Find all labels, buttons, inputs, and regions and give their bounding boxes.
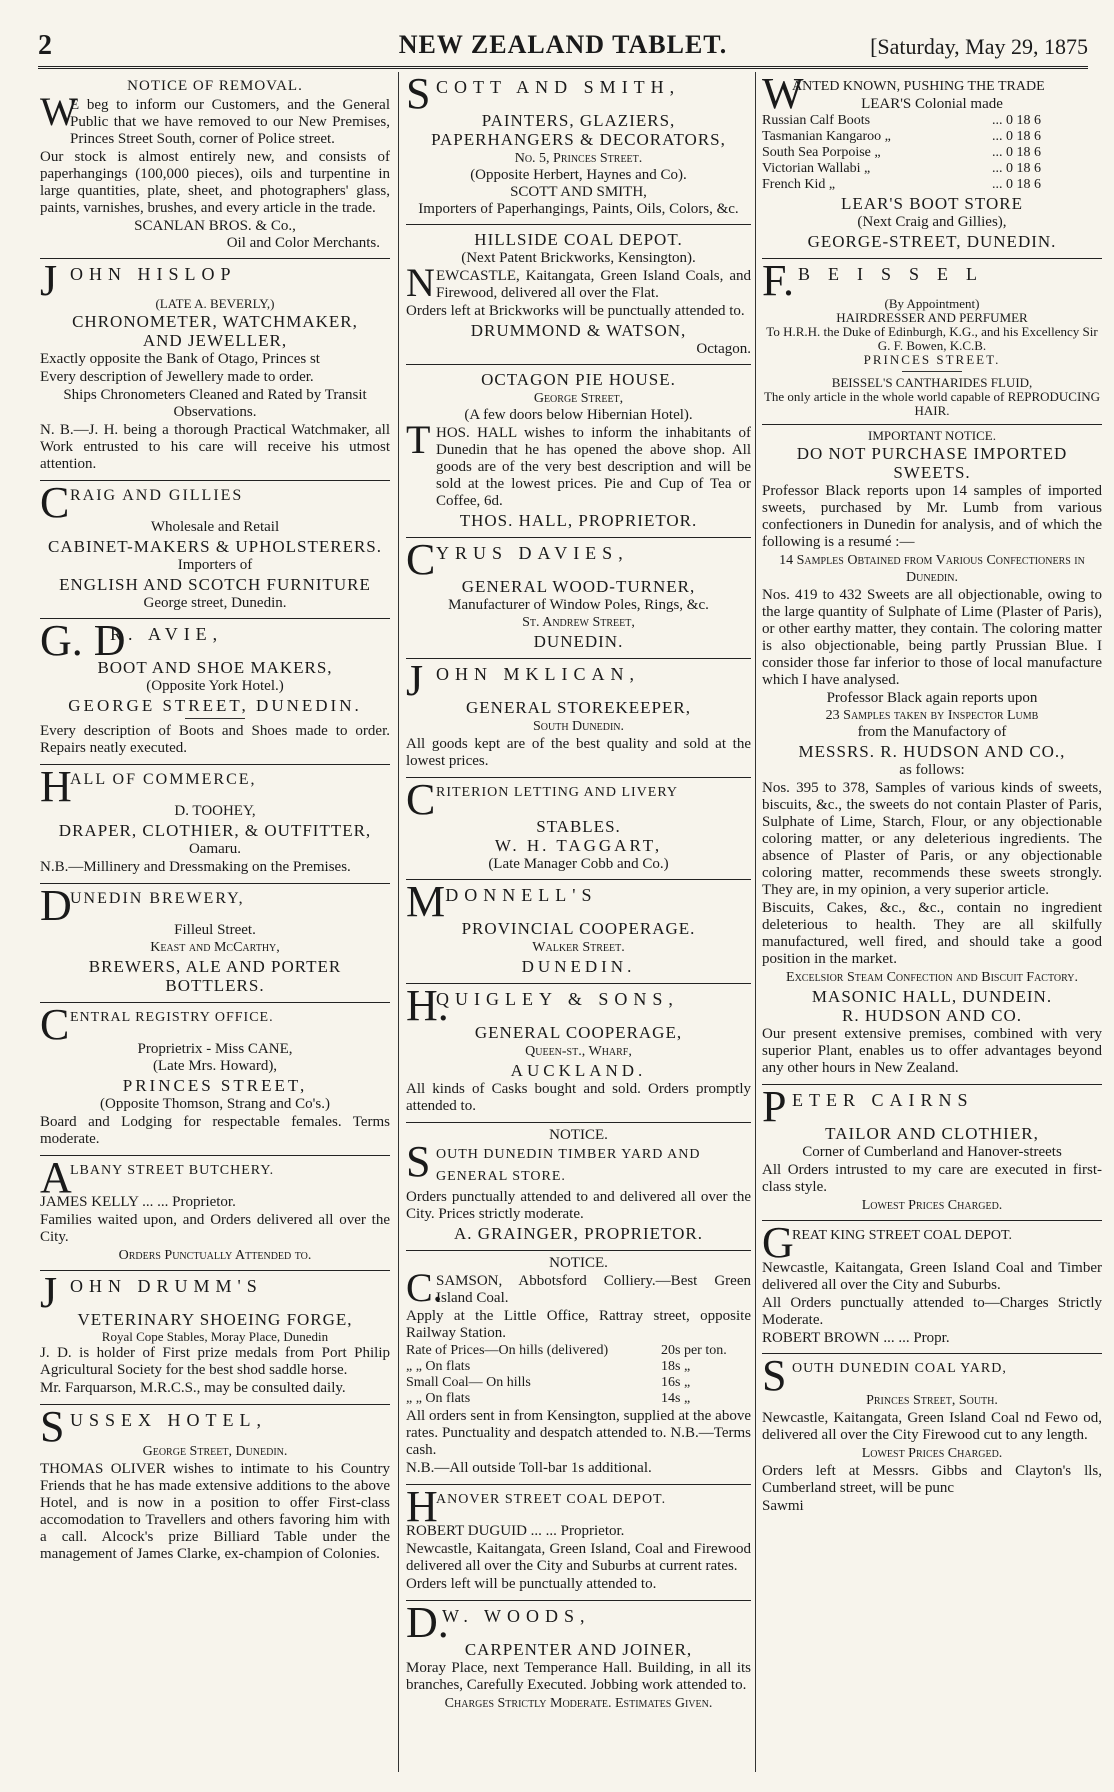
- ad-line: (Opposite Thomson, Strang and Co's.): [100, 1096, 330, 1112]
- ad-craig-and-gillies: [40, 478, 390, 619]
- ad-text: THOMAS OLIVER wishes to intimate to his Country Friends that he has made extensive additions to the above Hotel, and is now in a position to offer First-class accomodation to Travellers and others favoring him with a call. Alcock's prize Billiard Table under the management of James Clarke, ex-champion of Colonies.: [40, 1461, 390, 1562]
- price-row: Russian Calf Boots ... 0 18 6: [762, 113, 1041, 128]
- ad-d-w-woods: [406, 1598, 751, 1718]
- ad-john-drumm: [40, 1268, 390, 1405]
- ad-heading: ANOVER STREET COAL DEPOT.: [436, 1492, 667, 1507]
- ad-line: DRAPER, CLOTHIER, & OUTFITTER,: [58, 821, 372, 840]
- ad-f-beissel: [762, 256, 1102, 425]
- ad-line: 14 Samples Obtained from Various Confectioners in Dunedin.: [779, 553, 1085, 585]
- ad-line: Octagon.: [696, 341, 751, 357]
- ad-title: NOTICE.: [549, 1127, 608, 1143]
- ad-line: BREWERS, ALE AND PORTER: [88, 957, 342, 976]
- ad-line: ROBERT DUGUID ... ... Proprietor.: [406, 1523, 625, 1539]
- ad-john-mklican: [406, 656, 751, 778]
- ad-line: PRINCES STREET,: [122, 1076, 308, 1095]
- ad-text: Orders left will be punctually attended to.: [406, 1576, 657, 1592]
- ad-line: MASONIC HALL, DUNDEIN.: [811, 987, 1053, 1006]
- ad-line: LEAR'S BOOT STORE: [841, 194, 1023, 213]
- column-3: [762, 72, 1102, 1782]
- ad-line: BEISSEL'S CANTHARIDES FLUID,: [831, 375, 1033, 390]
- ad-heading: W. WOODS,: [442, 1606, 591, 1626]
- ad-line: W. H. TAGGART,: [494, 836, 663, 855]
- ad-line: PAINTERS, GLAZIERS,: [481, 111, 676, 130]
- ad-text: EWCASTLE, Kaitangata, Green Island Coals, and Firewood, delivered all over the Flat.: [436, 268, 751, 301]
- rate-row: „ „ On flats 18s „: [406, 1359, 691, 1374]
- ad-text: Families waited upon, and Orders delivered all over the City.: [40, 1212, 390, 1245]
- issue-date: [Saturday, May 29, 1875: [870, 34, 1088, 59]
- ad-text: N.B.—All outside Toll-bar 1s additional.: [406, 1460, 652, 1476]
- ad-text: HOS. HALL wishes to inform the inhabitants of Dunedin that he has opened the above shop. All goods are of the very best description and will be sold at the lowest prices. Pie and Cup of Tea or Coffee, 6d.: [436, 425, 751, 509]
- ad-heading: REAT KING STREET COAL DEPOT.: [792, 1228, 1012, 1243]
- ad-line: CABINET-MAKERS & UPHOLSTERERS.: [48, 537, 382, 556]
- ad-heading: OUTH DUNEDIN COAL YARD,: [792, 1361, 1007, 1376]
- ad-line: DUNEDIN.: [521, 957, 636, 976]
- ad-text: Newcastle, Kaitangata, Green Island Coal and Timber delivered all over the City and Suburbs.: [762, 1260, 1102, 1293]
- ad-text: Orders left at Messrs. Gibbs and Clayton's lls, Cumberland street, will be punc: [762, 1463, 1102, 1496]
- drop-cap: F.: [762, 256, 794, 305]
- drop-cap: H: [40, 762, 72, 811]
- ad-south-dunedin-coal-yard: [762, 1351, 1102, 1522]
- ad-heading: OHN HISLOP: [70, 264, 237, 284]
- ad-trade: Oil and Color Merchants.: [226, 235, 380, 251]
- drop-cap: G: [762, 1218, 794, 1267]
- ad-line: VETERINARY SHOEING FORGE,: [77, 1310, 353, 1329]
- ad-south-dunedin-timber-yard: [406, 1123, 751, 1251]
- ad-line: R. HUDSON AND CO.: [842, 1006, 1022, 1025]
- ad-line: GENERAL WOOD-TURNER,: [461, 577, 696, 596]
- drop-cap: J: [40, 256, 58, 305]
- price-row: French Kid „ ... 0 18 6: [762, 177, 1041, 192]
- ad-cyrus-davies: [406, 535, 751, 659]
- ad-line: Orders Punctually Attended to.: [118, 1248, 312, 1263]
- ad-text: Orders punctually attended to and delivered all over the City. Prices strictly moderate.: [406, 1189, 751, 1222]
- ad-g-r-davie: [40, 616, 390, 765]
- rate-row: Rate of Prices—On hills (delivered) 20s per ton.: [406, 1343, 727, 1358]
- drop-cap: S: [406, 72, 431, 118]
- ad-text: Professor Black reports upon 14 samples of imported sweets, purchased by Mr. Lumb from various confectioners in Dunedin for analysis, and of which the following is a resumé :—: [762, 483, 1102, 550]
- page-title: NEW ZEALAND TABLET.: [398, 30, 728, 59]
- ad-line: GEORGE-STREET, DUNEDIN.: [807, 232, 1057, 251]
- ad-heading: ALL OF COMMERCE,: [70, 771, 257, 788]
- ad-line: CARPENTER AND JOINER,: [464, 1640, 693, 1659]
- ad-line: TAILOR AND CLOTHIER,: [825, 1124, 1039, 1143]
- ad-text: All goods kept are of the best quality and sold at the lowest prices.: [406, 736, 751, 769]
- ad-signature: SCANLAN BROS. & Co.,: [134, 218, 296, 234]
- ad-heading: 'DONNELL'S: [436, 885, 598, 905]
- drop-cap: C: [40, 478, 70, 527]
- ad-line: Lowest Prices Charged.: [861, 1198, 1003, 1213]
- ad-lears-boot-store: [762, 72, 1102, 259]
- ad-line: (LATE A. BEVERLY,): [155, 296, 275, 311]
- ad-line: DRUMMOND & WATSON,: [470, 321, 687, 340]
- ad-line: AUCKLAND.: [510, 1061, 647, 1080]
- ad-text: Nos. 395 to 378, Samples of various kinds of sweets, biscuits, &c., the sweets do not contain Plaster of Paris, Sulphate of Lime, Starch, Flour, or any objectionable coloring matter, or any deleterious ingredients. The absence of Plaster of Paris, or any objectionable coloring matter, recommends these sweets strongly. They are, in my opinion, a very superior article.: [762, 780, 1102, 898]
- drop-cap: C: [40, 1000, 70, 1049]
- ad-text: E beg to inform our Customers, and the General Public that we have removed to our New Premises, Princes Street South, corner of Police street.: [70, 97, 390, 147]
- ad-line: AND JEWELLER,: [142, 331, 288, 350]
- column-1: [40, 72, 390, 1782]
- ad-heading: QUIGLEY & SONS,: [436, 989, 679, 1009]
- column-2: [406, 72, 751, 1782]
- ad-heading: ETER CAIRNS: [792, 1090, 974, 1110]
- drop-cap: C: [406, 535, 436, 584]
- ad-line: from the Manufactory of: [857, 724, 1007, 740]
- ad-line: No. 5, Princes Street.: [514, 151, 643, 166]
- ad-line: Oamaru.: [188, 841, 242, 857]
- drop-cap: M: [406, 877, 446, 926]
- drop-cap: S: [40, 1402, 65, 1451]
- ad-heading: UNEDIN BREWERY,: [70, 890, 245, 907]
- ad-line: (A few doors below Hibernian Hotel).: [464, 407, 693, 423]
- ad-title: HILLSIDE COAL DEPOT.: [474, 230, 683, 249]
- price-row: Victorian Wallabi „ ... 0 18 6: [762, 161, 1041, 176]
- ad-line: BOTTLERS.: [165, 976, 265, 995]
- drop-cap: P: [762, 1082, 787, 1131]
- ad-heading: ENTRAL REGISTRY OFFICE.: [70, 1010, 274, 1025]
- ad-hillside-coal-depot: [406, 225, 751, 365]
- ad-text: N. B.—J. H. being a thorough Practical Watchmaker, all Work entrusted to his care will receive his utmost attention.: [40, 422, 390, 472]
- ad-text: All Orders punctually attended to—Charges Strictly Moderate.: [762, 1295, 1102, 1328]
- ad-heading: RITERION LETTING AND LIVERY: [436, 785, 679, 800]
- ad-albany-street-butchery: [40, 1153, 390, 1271]
- ad-line: Keast and McCarthy,: [150, 940, 280, 955]
- ad-line: George Street,: [533, 391, 624, 406]
- ad-line: MESSRS. R. HUDSON AND CO.,: [798, 742, 1066, 761]
- ad-text: Mr. Farquarson, M.R.C.S., may be consulted daily.: [40, 1380, 346, 1396]
- ad-title: OCTAGON PIE HOUSE.: [481, 370, 676, 389]
- ad-line: (Late Mrs. Howard),: [152, 1058, 278, 1074]
- ad-line: 23 Samples taken by Inspector Lumb: [825, 708, 1039, 723]
- ad-line: St. Andrew Street,: [522, 615, 635, 630]
- ad-text: Every description of Jewellery made to order.: [40, 369, 314, 385]
- ad-line: Professor Black again reports upon: [826, 690, 1038, 706]
- ad-line: Proprietrix - Miss CANE,: [137, 1041, 293, 1057]
- ad-text: All orders sent in from Kensington, supplied at the above rates. Punctuality and despatch attended to. N.B.—Terms cash.: [406, 1408, 751, 1458]
- ad-title: DO NOT PURCHASE IMPORTED: [796, 444, 1068, 463]
- ad-line: (Late Manager Cobb and Co.): [488, 856, 669, 872]
- ad-notice-of-removal: [40, 72, 390, 259]
- ad-text: Newcastle, Kaitangata, Green Island, Coal and Firewood delivered all over the City and Suburbs at current rates.: [406, 1541, 751, 1574]
- rate-row: Small Coal— On hills 16s „: [406, 1375, 691, 1390]
- ad-line: The only article in the whole world capable of REPRODUCING HAIR.: [763, 389, 1101, 418]
- ad-great-king-street-coal-depot: [762, 1218, 1102, 1354]
- ad-line: Wholesale and Retail: [150, 519, 280, 535]
- drop-cap: H: [406, 1482, 438, 1531]
- ad-heading: OHN MKLICAN,: [436, 664, 640, 684]
- drop-cap: C.: [406, 1265, 443, 1310]
- ad-line: To H.R.H. the Duke of Edinburgh, K.G., and his Excellency Sir G. F. Bowen, K.C.B.: [766, 324, 1098, 353]
- ad-line: Royal Cope Stables, Moray Place, Dunedin: [101, 1329, 329, 1344]
- ad-john-hislop: [40, 256, 390, 481]
- column-rule: [755, 72, 756, 1772]
- ad-line: George Street, Dunedin.: [142, 1444, 288, 1459]
- ad-line: ROBERT BROWN ... ... Propr.: [762, 1330, 950, 1346]
- ad-hanover-street-coal-depot: [406, 1482, 751, 1601]
- ad-odonnell-cooperage: [406, 877, 751, 984]
- ad-line: GEORGE STREET, DUNEDIN.: [68, 696, 362, 715]
- ad-heading: YRUS DAVIES,: [436, 543, 629, 563]
- ad-criterion-stables: [406, 775, 751, 880]
- ad-central-registry: [40, 1000, 390, 1156]
- ad-line: Charges Strictly Moderate. Estimates Given.: [444, 1696, 713, 1711]
- price-row: South Sea Porpoise „ ... 0 18 6: [762, 145, 1041, 160]
- ad-heading: LBANY STREET BUTCHERY.: [70, 1163, 275, 1178]
- ad-line: SCOTT AND SMITH,: [510, 184, 647, 200]
- drop-cap: G. D: [40, 616, 126, 665]
- ad-line: (Opposite York Hotel.): [146, 678, 284, 694]
- ad-heading: USSEX HOTEL,: [70, 1410, 267, 1430]
- drop-cap: N: [406, 260, 435, 305]
- ad-line: JAMES KELLY ... ... Proprietor.: [40, 1194, 236, 1210]
- ad-samson-abbotsford-colliery: [406, 1251, 751, 1485]
- ad-line: Queen-st., Wharf,: [525, 1044, 632, 1059]
- ad-title: SWEETS.: [893, 463, 971, 482]
- ad-line: Excelsior Steam Confection and Biscuit Factory.: [786, 970, 1078, 985]
- drop-cap: H.: [406, 981, 449, 1030]
- ad-line: PRINCES STREET.: [863, 352, 1001, 367]
- ad-line: CHRONOMETER, WATCHMAKER,: [72, 312, 358, 331]
- ad-line: HAIRDRESSER AND PERFUMER: [836, 310, 1028, 325]
- ad-imported-sweets-notice: [762, 425, 1102, 1085]
- ad-title: NOTICE OF REMOVAL.: [127, 78, 303, 94]
- ad-line: BOOT AND SHOE MAKERS,: [97, 658, 333, 677]
- ad-text: J. D. is holder of First prize medals from Port Philip Agricultural Society for the best shod saddle horse.: [40, 1345, 390, 1378]
- ad-text: Every description of Boots and Shoes made to order. Repairs neatly executed.: [40, 723, 390, 756]
- ad-line: (Next Patent Brickworks, Kensington).: [461, 250, 696, 266]
- ad-line: (Opposite Herbert, Haynes and Co).: [470, 167, 687, 183]
- ad-line: Importers of: [177, 557, 253, 573]
- drop-cap: J: [40, 1268, 58, 1317]
- ad-text: N.B.—Millinery and Dressmaking on the Premises.: [40, 859, 351, 875]
- ad-text: Apply at the Little Office, Rattray street, opposite Railway Station.: [406, 1308, 751, 1341]
- drop-cap: A: [40, 1153, 72, 1202]
- ad-line: Lowest Prices Charged.: [861, 1446, 1003, 1461]
- ad-heading: OUTH DUNEDIN TIMBER YARD AND GENERAL STORE.: [436, 1147, 701, 1184]
- ad-line: PROVINCIAL COOPERAGE.: [461, 919, 696, 938]
- ad-line: Manufacturer of Window Poles, Rings, &c.: [448, 597, 709, 613]
- rate-row: „ „ On flats 14s „: [406, 1391, 691, 1406]
- drop-cap: C: [406, 775, 436, 824]
- ad-heading: OHN DRUMM'S: [70, 1276, 263, 1296]
- ad-text: Our stock is almost entirely new, and consists of paperhangings (100,000 pieces), oils and turpentine in large quantities, plate, sheet, and photographers' glass, paints, varnishes, brushes, and every article in the trade.: [40, 149, 390, 216]
- ad-line: THOS. HALL, PROPRIETOR.: [459, 511, 698, 530]
- ad-line: STABLES.: [536, 817, 621, 836]
- ad-line: GENERAL STOREKEEPER,: [466, 698, 691, 717]
- ad-line: ENGLISH AND SCOTCH FURNITURE: [59, 575, 371, 594]
- ad-text: Sawmi: [762, 1498, 804, 1514]
- drop-cap: S: [406, 1137, 431, 1186]
- ad-heading: RAIG AND GILLIES: [70, 487, 244, 504]
- ad-line: GENERAL COOPERAGE,: [474, 1023, 683, 1042]
- ad-text: Exactly opposite the Bank of Otago, Princes st: [40, 351, 320, 367]
- drop-cap: J: [406, 656, 424, 705]
- ad-line: George street, Dunedin.: [143, 595, 287, 611]
- drop-cap: W: [40, 89, 78, 134]
- ad-peter-cairns: [762, 1082, 1102, 1221]
- ad-line: Importers of Paperhangings, Paints, Oils, Colors, &c.: [418, 201, 739, 217]
- ad-text: Our present extensive premises, combined with very superior Plant, enables us to offer advantages beyond any other hours in New Zealand.: [762, 1026, 1102, 1076]
- ad-line: (Next Craig and Gillies),: [857, 214, 1007, 230]
- ad-hall-of-commerce: [40, 762, 390, 884]
- ad-heading: ANTED KNOWN, PUSHING THE TRADE: [792, 79, 1045, 94]
- ad-quigley-and-sons: [406, 981, 751, 1123]
- ad-sussex-hotel: [40, 1402, 390, 1570]
- ad-line: A. GRAINGER, PROPRIETOR.: [454, 1224, 703, 1243]
- ad-dunedin-brewery: [40, 881, 390, 1003]
- ad-line: DUNEDIN.: [533, 632, 624, 651]
- ad-text: SAMSON, Abbotsford Colliery.—Best Green Island Coal.: [436, 1273, 751, 1306]
- drop-cap: S: [762, 1351, 787, 1400]
- ad-line: PAPERHANGERS & DECORATORS,: [431, 130, 726, 149]
- ad-line: Princes Street, South.: [866, 1393, 998, 1408]
- ad-heading: COTT AND SMITH,: [436, 77, 681, 97]
- ad-text: All Orders intrusted to my care are executed in first-class style.: [762, 1162, 1102, 1195]
- ad-text: Board and Lodging for respectable females. Terms moderate.: [40, 1114, 390, 1147]
- ad-text: All kinds of Casks bought and sold. Orders promptly attended to.: [406, 1081, 751, 1114]
- ad-text: Ships Chronometers Cleaned and Rated by Transit Observations.: [63, 387, 367, 420]
- drop-cap: D: [40, 881, 72, 930]
- ad-heading: BEISSEL: [798, 264, 996, 284]
- ad-label: IMPORTANT NOTICE.: [868, 428, 996, 443]
- column-rule: [398, 72, 399, 1772]
- ad-text: Orders left at Brickworks will be punctually attended to.: [406, 303, 745, 319]
- ad-text: Biscuits, Cakes, &c., &c., contain no ingredient deleterious to health. They are all skilfully manufactured, well fired, and should take a good position in the market.: [762, 900, 1102, 967]
- ad-line: South Dunedin.: [533, 719, 624, 734]
- ad-line: D. TOOHEY,: [174, 803, 256, 819]
- ad-octagon-pie-house: [406, 365, 751, 538]
- masthead: [38, 30, 1088, 69]
- ad-text: Newcastle, Kaitangata, Green Island Coal nd Fewo od, delivered all over the City Firewood cut to any length.: [762, 1410, 1102, 1443]
- ad-heading: R. AVIE,: [110, 624, 224, 644]
- ad-line: Filleul Street.: [174, 922, 256, 938]
- ad-line: LEAR'S Colonial made: [861, 96, 1003, 112]
- ad-scott-and-smith: [406, 72, 751, 225]
- page-number: 2: [38, 30, 52, 61]
- ad-line: Corner of Cumberland and Hanover-streets: [802, 1144, 1062, 1160]
- ad-line: (By Appointment): [884, 296, 980, 311]
- drop-cap: W: [762, 72, 804, 118]
- ad-line: Walker Street.: [532, 940, 625, 955]
- price-row: Tasmanian Kangaroo „ ... 0 18 6: [762, 129, 1041, 144]
- ad-text: Nos. 419 to 432 Sweets are all objectionable, owing to the large quantity of Sulphate of Lime (Plaster of Paris), or other earthy matter, they contain. The coloring matter is also objectionable, being partly Prussian Blue. I consider those far inferior to those of local manufacture which I have analysed.: [762, 587, 1102, 688]
- drop-cap: T: [406, 417, 431, 462]
- drop-cap: D.: [406, 1598, 449, 1647]
- ad-title: NOTICE.: [549, 1255, 608, 1271]
- ad-line: as follows:: [899, 762, 965, 778]
- ad-text: Moray Place, next Temperance Hall. Building, in all its branches, Carefully Executed. Jobbing work attended to.: [406, 1660, 751, 1693]
